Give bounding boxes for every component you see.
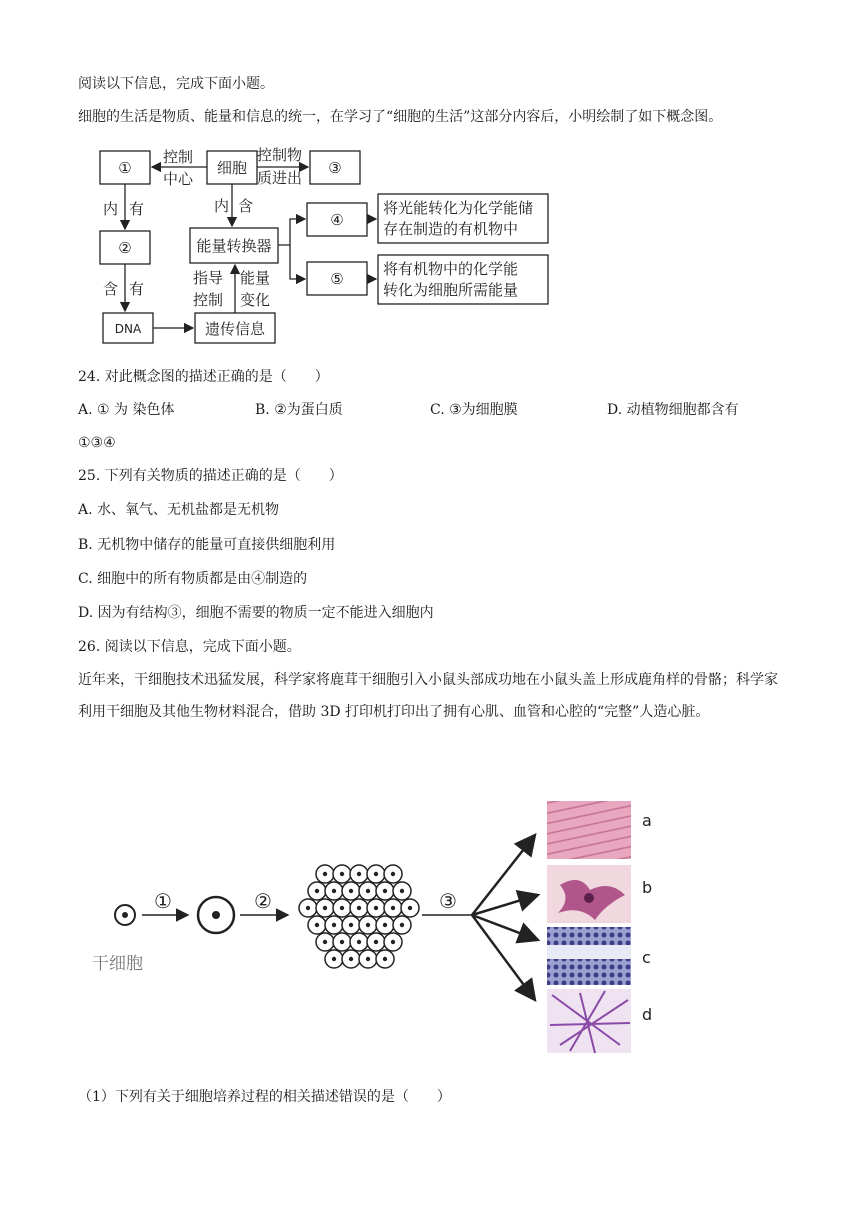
cluster-cell-nucleus: [315, 923, 319, 927]
q25-option-a: A. 水、氧气、无机盐都是无机物: [78, 502, 280, 518]
cluster-cell-nucleus: [306, 906, 310, 910]
q24-option-d: D. 动植物细胞都含有: [607, 402, 739, 418]
cluster-cell-nucleus: [340, 872, 344, 876]
has-3-a: 含: [103, 280, 119, 298]
q24-option-d-cont: ①③④: [78, 435, 116, 451]
cluster-cell-nucleus: [323, 906, 327, 910]
cluster-cell-nucleus: [323, 940, 327, 944]
ctrl-center-line-2: 中心: [163, 170, 194, 188]
cluster-cell-nucleus: [400, 923, 404, 927]
stem-cell-diagram: [80, 795, 680, 1060]
tissue-c-label: c: [642, 948, 651, 967]
has-2-b: 含: [238, 197, 254, 215]
q25-stem: 25. 下列有关物质的描述正确的是（ ）: [78, 468, 343, 484]
cluster-cell-nucleus: [332, 923, 336, 927]
tissue-a-image: [547, 801, 631, 859]
guide-line-1: 指导: [193, 269, 224, 287]
tissue-a-label: a: [642, 811, 652, 830]
ctrl-center-line-1: 控制: [163, 148, 194, 166]
desc-4-line-1: 将光能转化为化学能储: [383, 199, 534, 217]
tissue-d-image: [547, 989, 631, 1053]
cluster-cell-nucleus: [349, 957, 353, 961]
dna-label: DNA: [114, 322, 142, 336]
cluster-cell-nucleus: [374, 906, 378, 910]
cluster-cell-nucleus: [383, 889, 387, 893]
q25-option-c: C. 细胞中的所有物质都是由④制造的: [78, 571, 308, 587]
cluster-cell-nucleus: [340, 940, 344, 944]
cluster-cell-nucleus: [357, 906, 361, 910]
box-3-label: ③: [328, 159, 342, 177]
cluster-cell-nucleus: [323, 872, 327, 876]
cluster-cell-nucleus: [366, 957, 370, 961]
q26-sub-1: （1）下列有关于细胞培养过程的相关描述错误的是（ ）: [78, 1089, 451, 1105]
q26-passage: 近年来，干细胞技术迅猛发展，科学家将鹿茸干细胞引入小鼠头部成功地在小鼠头盖上形成鹿角样的骨骼；科学家利用干细胞及其他生物材料混合，借助 3D 打印机打印出了拥有心肌、血管和心腔的“完整”人造心脏。: [78, 672, 778, 720]
cluster-cell-nucleus: [374, 872, 378, 876]
box-4-label: ④: [330, 211, 344, 229]
cell-label: 细胞: [216, 159, 248, 177]
cluster-cell-nucleus: [349, 923, 353, 927]
cluster-cell-nucleus: [383, 923, 387, 927]
has-2-a: 内: [214, 197, 230, 215]
ctrl-material-line-1: 控制物: [257, 146, 303, 164]
q24-option-c: C. ③为细胞膜: [430, 402, 518, 418]
step-3-label: ③: [439, 889, 457, 913]
cluster-cell-nucleus: [332, 957, 336, 961]
intro-line-2: 细胞的生活是物质、能量和信息的统一，在学习了“细胞的生活”这部分内容后，小明绘制了如下概念图。: [78, 109, 723, 125]
tissue-d-label: d: [642, 1005, 653, 1024]
cluster-cell-nucleus: [366, 889, 370, 893]
box-1-label: ①: [118, 159, 132, 177]
energy-label: 能量转换器: [196, 237, 272, 255]
intro-line-1: 阅读以下信息，完成下面小题。: [78, 76, 274, 92]
q24-option-a: A. ① 为 染色体: [78, 402, 175, 418]
desc-5-line-2: 转化为细胞所需能量: [383, 281, 519, 299]
cluster-cell-nucleus: [374, 940, 378, 944]
stem-cell-label: 干细胞: [92, 954, 143, 974]
cell-cluster: [299, 865, 419, 968]
tissue-b-image: [547, 865, 631, 923]
cluster-cell-nucleus: [391, 872, 395, 876]
cluster-cell-nucleus: [349, 889, 353, 893]
tissue-b-label: b: [642, 878, 653, 897]
change-line-2: 变化: [240, 291, 271, 309]
has-1-a: 内: [103, 200, 119, 218]
has-1-b: 有: [129, 200, 145, 218]
genetic-label: 遗传信息: [204, 320, 266, 338]
step-2-label: ②: [254, 889, 272, 913]
ctrl-material-line-2: 质进出: [257, 169, 303, 187]
q26-stem: 26. 阅读以下信息，完成下面小题。: [78, 639, 301, 655]
cluster-cell-nucleus: [366, 923, 370, 927]
box-2-label: ②: [118, 239, 132, 257]
has-3-b: 有: [129, 280, 145, 298]
desc-5-line-1: 将有机物中的化学能: [383, 260, 519, 278]
box-5-label: ⑤: [330, 270, 344, 288]
cluster-cell-nucleus: [400, 889, 404, 893]
cluster-cell-nucleus: [357, 872, 361, 876]
concept-map: [95, 140, 565, 345]
guide-line-2: 控制: [193, 291, 224, 309]
tissue-c-image: [547, 927, 631, 985]
cluster-cell-nucleus: [383, 957, 387, 961]
cluster-cell-nucleus: [408, 906, 412, 910]
step-1-label: ①: [154, 889, 172, 913]
cluster-cell-nucleus: [357, 940, 361, 944]
cluster-cell-nucleus: [391, 906, 395, 910]
q25-option-b: B. 无机物中储存的能量可直接供细胞利用: [78, 537, 336, 553]
q25-option-d: D. 因为有结构③，细胞不需要的物质一定不能进入细胞内: [78, 605, 434, 621]
change-line-1: 能量: [240, 269, 271, 287]
q24-stem: 24. 对此概念图的描述正确的是（ ）: [78, 369, 329, 385]
q24-option-b: B. ②为蛋白质: [255, 402, 343, 418]
cluster-cell-nucleus: [315, 889, 319, 893]
cluster-cell-nucleus: [391, 940, 395, 944]
cluster-cell-nucleus: [332, 889, 336, 893]
cluster-cell-nucleus: [340, 906, 344, 910]
desc-4-line-2: 存在制造的有机物中: [383, 220, 519, 238]
